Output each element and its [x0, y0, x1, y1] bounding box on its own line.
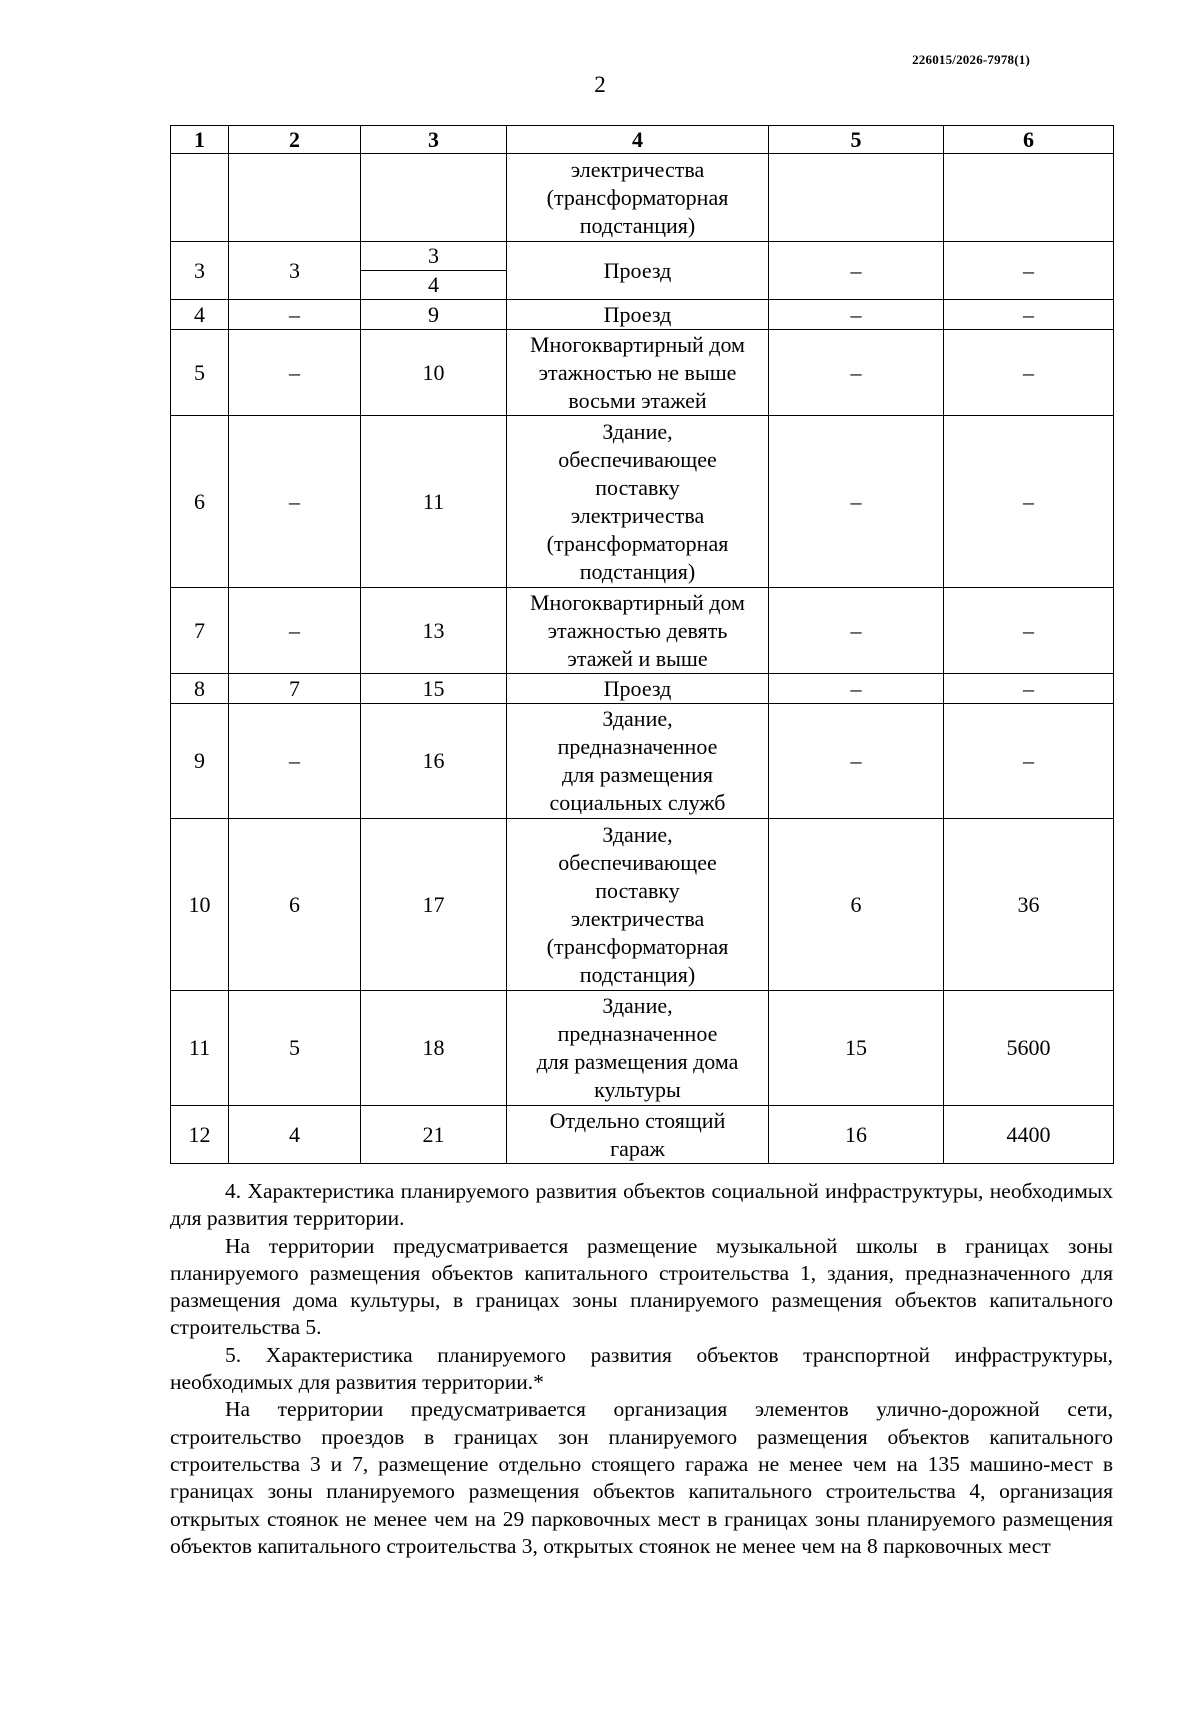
cell-line: электричества: [570, 905, 705, 931]
table-cell: [507, 674, 769, 704]
cell-line: обеспечивающее: [558, 446, 717, 472]
cell-line: обеспечивающее: [558, 849, 717, 875]
table-cell: –: [229, 704, 361, 819]
cell-line: Отдельно стоящий: [549, 1107, 726, 1133]
table-cell: [507, 1106, 769, 1164]
table-cell: [507, 588, 769, 674]
column-header: 4: [507, 126, 769, 154]
table-cell: 5: [229, 991, 361, 1106]
cell-line: Здание,: [602, 418, 673, 444]
table-cell: –: [229, 330, 361, 416]
table-cell: –: [944, 242, 1114, 300]
table-cell: –: [944, 300, 1114, 330]
column-header: 1: [171, 126, 229, 154]
document-number: 226015/2026-7978(1): [912, 52, 1030, 67]
table-cell: 16: [769, 1106, 944, 1164]
cell-line: этажностью не выше: [538, 359, 737, 385]
table-cell: 15: [769, 991, 944, 1106]
table-cell: 4400: [944, 1106, 1114, 1164]
table-cell: 10: [361, 330, 507, 416]
table-cell: –: [229, 416, 361, 588]
table-cell: [507, 242, 769, 300]
cell-line: предназначенное: [557, 734, 718, 759]
column-header: 3: [361, 126, 507, 154]
table-cell: 13: [361, 588, 507, 674]
column-header: 6: [944, 126, 1114, 154]
table-cell: –: [769, 674, 944, 704]
table-cell: 17: [361, 819, 507, 991]
table-cell: –: [944, 704, 1114, 819]
cell-line: поставку: [595, 877, 680, 903]
table-cell: 6: [769, 819, 944, 991]
table-cell: 3: [361, 242, 507, 271]
table-cell: –: [944, 674, 1114, 704]
table-cell: –: [944, 416, 1114, 588]
table-cell: –: [944, 330, 1114, 416]
table-cell: –: [229, 588, 361, 674]
table-cell: [507, 991, 769, 1106]
table-cell: 12: [171, 1106, 229, 1164]
cell-line: предназначенное: [557, 1021, 718, 1046]
table-cell: 10: [171, 819, 229, 991]
table-cell: 4: [361, 271, 507, 300]
table-cell: –: [769, 416, 944, 588]
table-cell: –: [769, 300, 944, 330]
table-cell: –: [944, 588, 1114, 674]
table-cell: 21: [361, 1106, 507, 1164]
table-cell: 6: [229, 819, 361, 991]
table-cell: 9: [171, 704, 229, 819]
table-row: [171, 704, 1114, 819]
objects-table: [170, 125, 1114, 1164]
table-row: [171, 242, 1114, 271]
table-cell: –: [769, 242, 944, 300]
table-row: [171, 819, 1114, 991]
table-row: [171, 588, 1114, 674]
table-cell: [361, 154, 507, 242]
table-cell: 36: [944, 819, 1114, 991]
table-cell: 11: [171, 991, 229, 1106]
cell-line: этажей и выше: [567, 645, 708, 671]
cell-line: Проезд: [603, 675, 672, 701]
table-cell: 8: [171, 674, 229, 704]
cell-line: восьми этажей: [568, 387, 707, 413]
table-cell: [171, 154, 229, 242]
cell-line: Многоквартирный дом: [530, 589, 745, 615]
paragraph: На территории предусматривается размещение музыкальной школы в границах зоны планируемого размещения объектов капитального строительства 1, здания, предназначенного для размещения дома культуры, в границах зоны планируемого размещения объектов капитального строительства 5.: [170, 1233, 1113, 1340]
cell-line: Проезд: [603, 301, 672, 327]
body-text: [170, 1178, 1113, 1560]
cell-line: культуры: [594, 1077, 681, 1102]
table-cell: –: [769, 330, 944, 416]
cell-line: Проезд: [603, 257, 672, 283]
cell-line: подстанция): [579, 961, 696, 987]
table-cell: 18: [361, 991, 507, 1106]
cell-line: электричества: [570, 502, 705, 528]
column-header: 2: [229, 126, 361, 154]
cell-line: подстанция): [579, 212, 696, 238]
table-row: [171, 416, 1114, 588]
cell-line: для размещения: [562, 762, 713, 787]
table-row: [171, 154, 1114, 242]
column-header: 5: [769, 126, 944, 154]
paragraph: 5. Характеристика планируемого развития объектов транспортной инфраструктуры, необходимых для развития территории.*: [170, 1342, 1113, 1395]
table-cell: [507, 330, 769, 416]
cell-line: (трансформаторная: [546, 933, 729, 959]
table-row: [171, 991, 1114, 1106]
cell-line: (трансформаторная: [546, 530, 729, 556]
table-cell: [229, 154, 361, 242]
table-cell: 3: [229, 242, 361, 300]
paragraph: 4. Характеристика планируемого развития объектов социальной инфраструктуры, необходимых для развития территории.: [170, 1179, 1113, 1231]
table-cell: 4: [229, 1106, 361, 1164]
cell-line: (трансформаторная: [546, 184, 729, 210]
table-cell: –: [769, 588, 944, 674]
page-number: 2: [594, 72, 606, 97]
table-cell: 11: [361, 416, 507, 588]
table-cell: 16: [361, 704, 507, 819]
cell-line: этажностью девять: [547, 617, 728, 643]
table-cell: [507, 300, 769, 330]
cell-line: Здание,: [602, 821, 673, 847]
table-cell: [507, 819, 769, 991]
table-cell: 5: [171, 330, 229, 416]
table-row: [171, 674, 1114, 704]
table-cell: 3: [171, 242, 229, 300]
cell-line: электричества: [570, 156, 705, 182]
table-cell: 9: [361, 300, 507, 330]
table-cell: [507, 154, 769, 242]
cell-line: Здание,: [602, 993, 673, 1018]
table-cell: 7: [171, 588, 229, 674]
table-cell: –: [769, 704, 944, 819]
table-cell: 7: [229, 674, 361, 704]
table-header-row: [171, 126, 1114, 154]
table-cell: [769, 154, 944, 242]
table-cell: –: [229, 300, 361, 330]
table-cell: [507, 416, 769, 588]
table-row: [171, 330, 1114, 416]
table-row: [171, 300, 1114, 330]
table-cell: 15: [361, 674, 507, 704]
cell-line: Здание,: [602, 706, 673, 731]
table-cell: 5600: [944, 991, 1114, 1106]
paragraph: На территории предусматривается организация элементов улично-дорожной сети, строительство проездов в границах зон планируемого размещения объектов капитального строительства 3 и 7, размещение отдельно стоящего гаража не менее чем на 135 машино-мест в границах зоны планируемого размещения объектов капитального строительства 4, организация открытых стоянок не менее чем на 29 парковочных мест в границах зоны планируемого размещения объектов капитального строительства 3, открытых стоянок не менее чем на 8 парковочных мест: [170, 1397, 1113, 1558]
table-cell: 4: [171, 300, 229, 330]
table-cell: 6: [171, 416, 229, 588]
cell-line: для размещения дома: [536, 1049, 739, 1074]
cell-line: поставку: [595, 474, 680, 500]
cell-line: подстанция): [579, 558, 696, 584]
cell-line: гараж: [610, 1135, 665, 1161]
table-cell: [507, 704, 769, 819]
cell-line: Многоквартирный дом: [530, 331, 745, 357]
cell-line: социальных служб: [549, 790, 726, 815]
table-cell: [944, 154, 1114, 242]
table-row: [171, 1106, 1114, 1164]
